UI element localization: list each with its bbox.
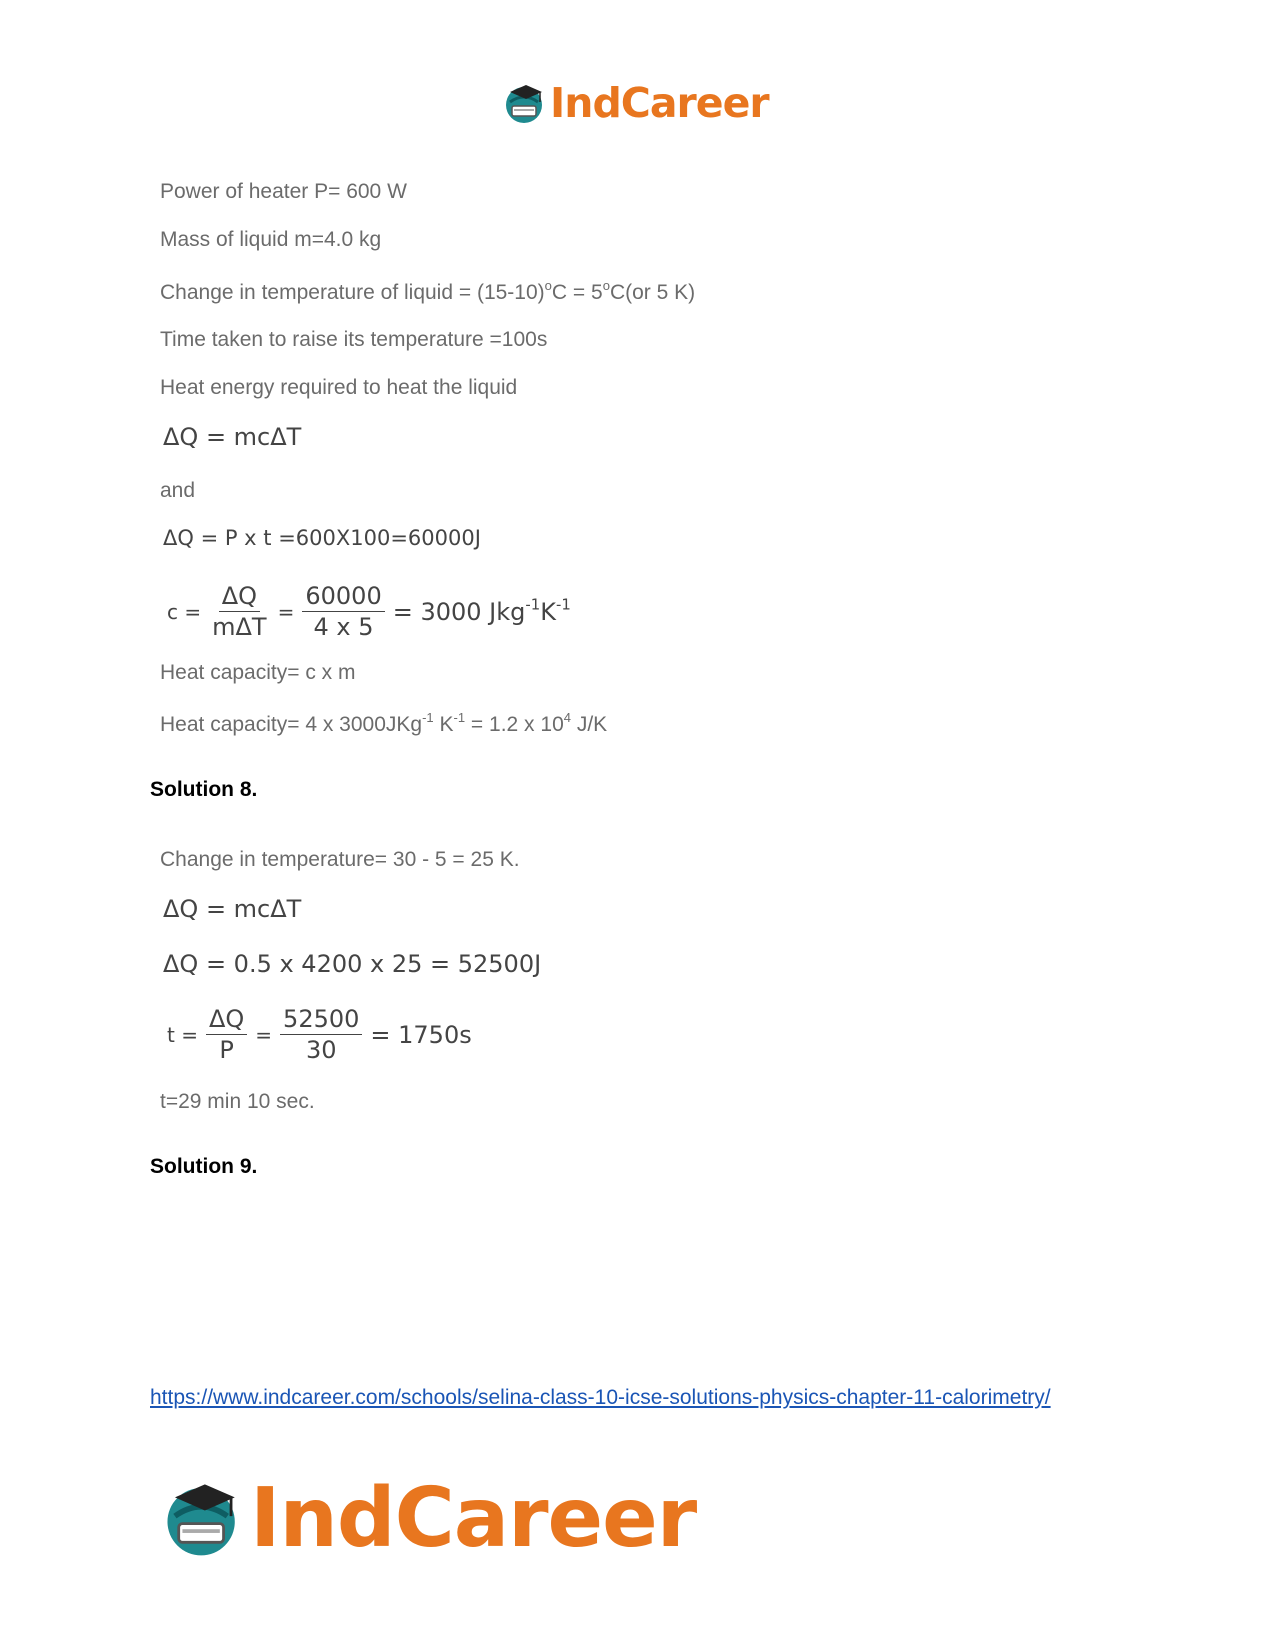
time-equation <box>163 1006 472 1064</box>
fraction-dq-p: $\frac{\Delta Q}{P}$ <box>206 1006 247 1064</box>
specific-heat-result: = 3000 $Jkg^{-1}K^{-1}$ <box>392 595 571 626</box>
time-line: Time taken to raise its temperature =100s <box>160 328 548 351</box>
graduation-globe-icon <box>160 1475 246 1561</box>
time-result: = 1750s <box>370 1020 472 1049</box>
graduation-globe-icon <box>502 80 548 126</box>
equals-sign: = <box>277 599 295 624</box>
heat-required-line: Heat energy required to heat the liquid <box>160 376 518 399</box>
solution-9-heading: Solution 9. <box>150 1155 258 1178</box>
fraction-time-values: $\frac{52500}{30}$ <box>280 1006 362 1064</box>
equation-heat: ΔQ = mcΔT <box>163 423 302 451</box>
solution-8-heading: Solution 8. <box>150 778 258 801</box>
solution-8-temperature-change: Change in temperature= 30 - 5 = 25 K. <box>160 848 520 871</box>
heat-capacity-definition: Heat capacity= c x m <box>160 661 356 684</box>
specific-heat-equation <box>163 583 571 641</box>
temperature-change-line: Change in temperature of liquid = $(15-10)^oC = 5^oC(or$ 5 K) <box>160 277 696 304</box>
fraction-values: $\frac{60000}{4 x 5}$ <box>302 583 384 641</box>
solution-8-result: t=29 min 10 sec. <box>160 1090 315 1113</box>
logo-text: IndCareer <box>250 1470 697 1566</box>
t-label: t = <box>167 1022 198 1047</box>
logo-text: IndCareer <box>550 79 769 127</box>
heat-capacity-result: Heat capacity= 4 x 3000JKg$^{-1}$ $K^{-1} = 1.2$ x $10^4$ J/K <box>160 709 608 736</box>
mass-line: Mass of liquid m=4.0 kg <box>160 228 382 251</box>
solution-8-equation-heat: ΔQ = mcΔT <box>163 895 302 923</box>
indcareer-logo-bottom <box>160 1470 696 1566</box>
power-line: Power of heater P= 600 W <box>160 180 407 203</box>
equation-power: ΔQ = P x t =600X100=60000J <box>163 526 481 550</box>
solution-8-equation-values: ΔQ = 0.5 x 4200 x 25 = 52500J <box>163 950 542 978</box>
source-link[interactable]: https://www.indcareer.com/schools/selina-class-10-icse-solutions-physics-chapter-11-calorimetry/ <box>150 1386 1051 1409</box>
indcareer-logo-top <box>502 78 769 128</box>
fraction-dq-mdt: $\frac{\Delta Q}{\text{mΔT}}$ <box>212 582 267 642</box>
and-text: and <box>160 479 196 502</box>
c-label: c = <box>167 599 202 624</box>
equals-sign: = <box>255 1022 273 1047</box>
